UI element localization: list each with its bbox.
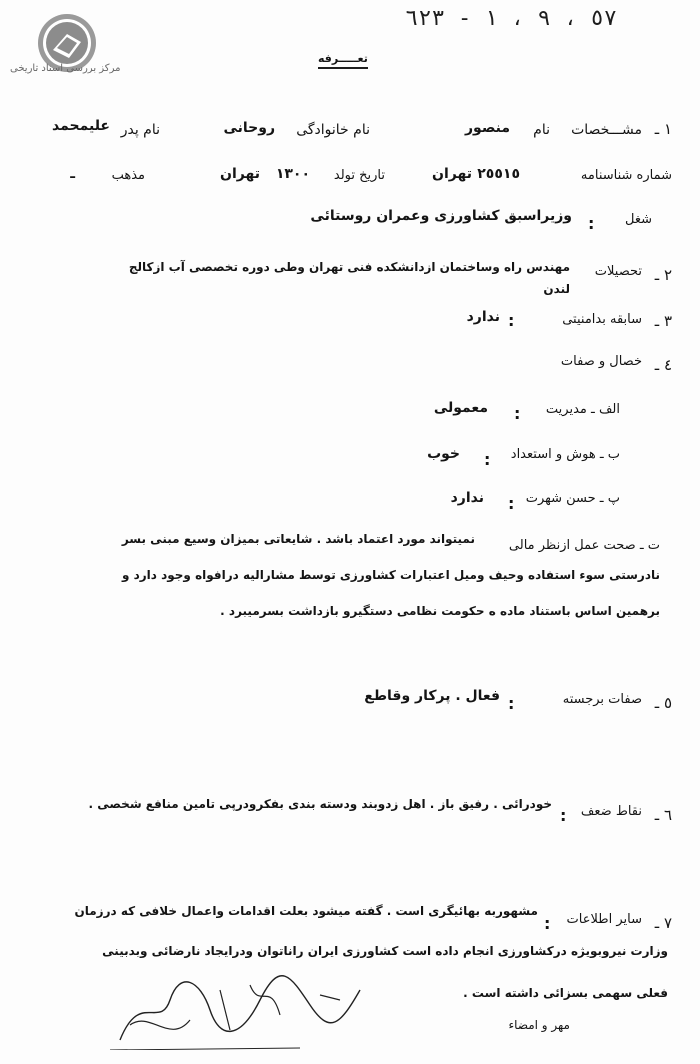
colon: : [514, 404, 521, 423]
intelligence-value: خوب [427, 446, 460, 462]
document-number: ٥٧ ، ٩ ، ١ - ٦٢٣ [405, 6, 617, 31]
family-value: روحانی [223, 120, 275, 136]
id-label: شماره شناسنامه [580, 168, 672, 183]
id-value: ٢٥٥١٥ [477, 166, 520, 182]
section1-number: ١ ـ [654, 120, 672, 138]
section6-number: ٦ ـ [654, 806, 672, 824]
section3-label: سابقه بدامنیتی [562, 312, 642, 327]
signature-mark [100, 970, 400, 1050]
colon: : [508, 311, 515, 330]
section2-number: ٢ ـ [654, 266, 672, 284]
colon: : [560, 806, 567, 825]
colon: : [508, 694, 515, 713]
education-line2: لندن [543, 282, 570, 296]
reputation-label: پ ـ حسن شهرت [525, 491, 620, 506]
father-value: علیمحمد [52, 118, 110, 134]
section5-number: ٥ ـ [654, 694, 672, 712]
intelligence-label: ب ـ هوش و استعداد [510, 447, 620, 462]
job-value: وزیراسبق کشاورزی وعمران روستائی [310, 208, 572, 224]
logo-caption: مرکز بررسی اسناد تاریخی [10, 63, 121, 74]
signature-caption: مهر و امضاء [508, 1018, 570, 1032]
section3-number: ٣ ـ [654, 312, 672, 330]
section2-label: تحصیلات [594, 264, 642, 279]
section7-label: سایر اطلاعات [566, 912, 642, 927]
page-title: تعـــــرفه [318, 52, 368, 69]
birth-label: تاریخ تولد [333, 168, 385, 183]
other-info-line1: مشهوربه بهائیگری است . گفته میشود بعلت اقدامات واعمال خلافی که درزمان [74, 904, 538, 918]
section6-label: نقاط ضعف [580, 804, 642, 819]
job-label: شغل [624, 212, 652, 227]
financial-line3: برهمین اساس باستناد ماده ه حکومت نظامی دستگیرو بازداشت بسرمیبرد . [220, 604, 660, 618]
colon: : [588, 214, 595, 233]
weaknesses-value: خودرائی . رفیق باز . اهل زدوبند ودسته بندی بفکرودرپی تامین منافع شخصی . [88, 797, 552, 811]
management-label: الف ـ مدیریت [545, 402, 620, 417]
colon: : [544, 914, 551, 933]
religion-value: ـ [70, 166, 75, 182]
reputation-value: ندارد [450, 490, 484, 506]
management-value: معمولی [433, 400, 488, 416]
colon: : [484, 450, 491, 469]
religion-label: مذهب [111, 168, 145, 183]
financial-label: ت ـ صحت عمل ازنظر مالی [508, 538, 660, 553]
section5-label: صفات برجسته [562, 692, 642, 707]
financial-line2: نادرستی سوء استفاده وحیف ومیل اعتبارات کشاورزی توسط مشارالیه درافواه وجود دارد و [121, 568, 660, 582]
father-label: نام پدر [120, 122, 160, 138]
section4-label: خصال و صفات [560, 354, 642, 369]
section4-number: ٤ ـ [654, 356, 672, 374]
name-value: منصور [464, 120, 510, 136]
other-info-line3: فعلی سهمی بسزائی داشته است . [463, 986, 668, 1000]
colon: : [508, 494, 515, 513]
section1-label: مشـــخصات [571, 122, 642, 138]
birth-place: تهران [220, 166, 260, 182]
security-value: ندارد [466, 309, 500, 325]
section7-number: ٧ ـ [654, 914, 672, 932]
other-info-line2: وزارت نیروبویژه درکشاورزی انجام داده است کشاورزی ایران راناتوان ودرایجاد نارضائی وبدبینی [102, 944, 668, 958]
education-line1: مهندس راه وساختمان ازدانشکده فنی تهران وطی دوره تخصصی آب ازکالج [128, 260, 570, 274]
birth-value: ١٣٠٠ [275, 166, 310, 182]
family-label: نام خانوادگی [296, 122, 370, 138]
financial-line1: نمیتواند مورد اعتماد باشد . شایعاتی بمیزان وسیع مبنی بسر [121, 532, 475, 546]
id-place: تهران [432, 166, 472, 182]
name-label: نام [533, 122, 550, 138]
strengths-value: فعال . پرکار وقاطع [364, 688, 500, 704]
